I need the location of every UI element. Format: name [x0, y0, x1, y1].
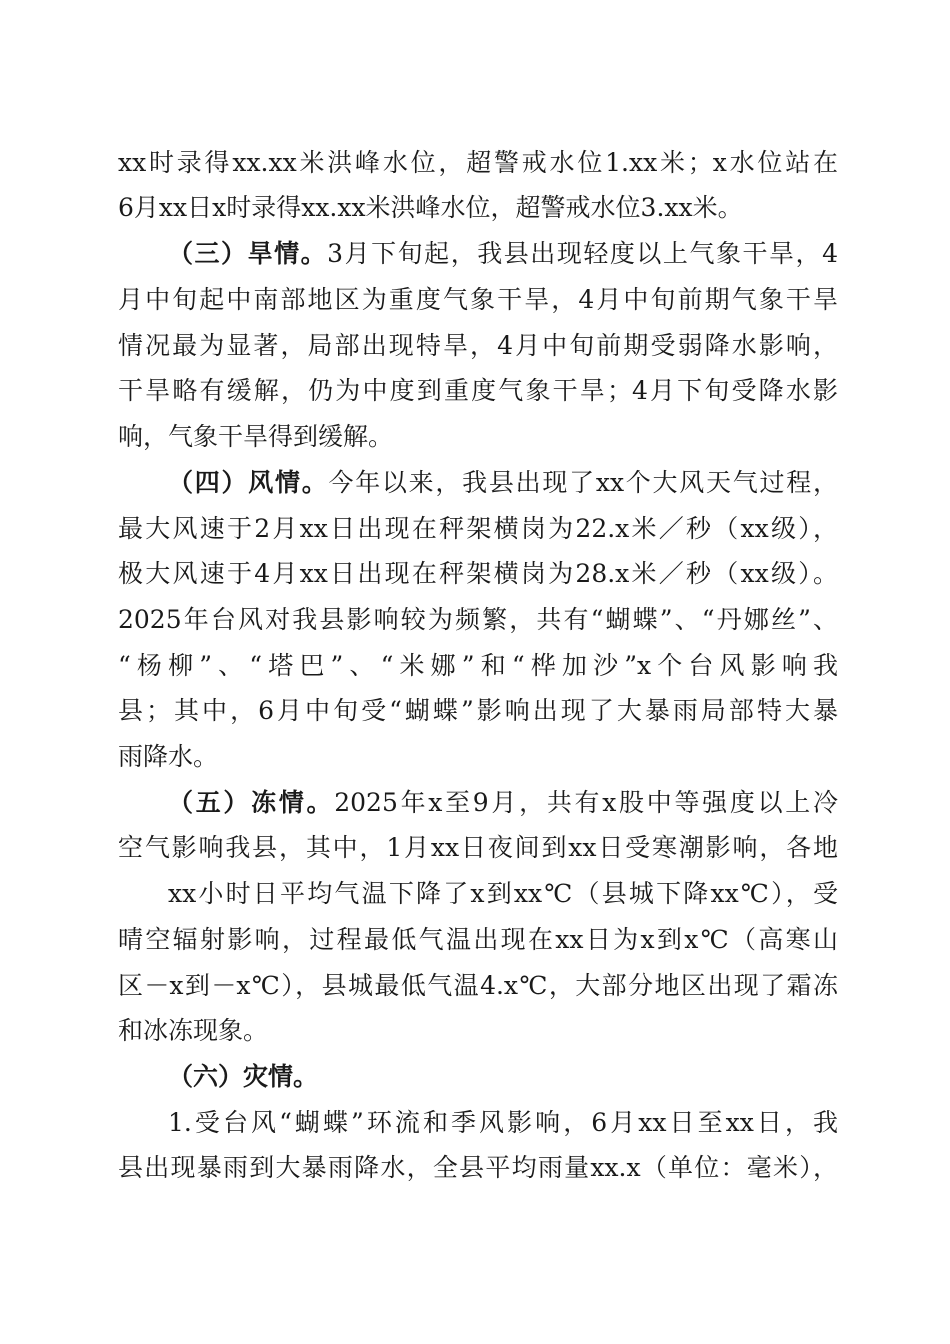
section-heading-drought: （三）旱情。 — [168, 239, 328, 268]
body-line: 最大风速于2月xx日出现在秤架横岗为22.x米／秒（xx级）， — [118, 514, 838, 543]
section-wind — [168, 467, 838, 499]
body-line: 区－x到－x℃），县城最低气温4.x℃，大部分地区出现了霜冻 — [118, 971, 838, 1000]
body-line: xx小时日平均气温下降了x到xx℃（县城下降xx℃），受 — [168, 879, 838, 908]
section-frost — [168, 787, 838, 819]
section-heading-frost: （五）冻情。 — [168, 788, 335, 817]
body-line: 空气影响我县，其中，1月xx日夜间到xx日受寒潮影响，各地 — [118, 833, 838, 862]
section-heading-wind: （四）风情。 — [168, 468, 329, 497]
body-line: 响，气象干旱得到缓解。 — [118, 422, 394, 451]
body-line: 干旱略有缓解，仍为中度到重度气象干旱；4月下旬受降水影 — [118, 376, 838, 405]
body-line: 情况最为显著，局部出现特旱，4月中旬前期受弱降水影响， — [118, 331, 838, 360]
section-heading-disaster — [168, 1061, 838, 1093]
body-line: 雨降水。 — [118, 742, 219, 771]
body-line: 月中旬起中南部地区为重度气象干旱，4月中旬前期气象干旱 — [118, 285, 838, 314]
body-line: 和冰冻现象。 — [118, 1016, 269, 1045]
section-heading-disaster-label: （六）灾情。 — [168, 1062, 319, 1091]
body-text: 3月下旬起，我县出现轻度以上气象干旱， — [327, 239, 823, 268]
body-line: 2025年台风对我县影响较为频繁，共有“蝴蝶”、“丹娜丝”、 — [118, 605, 838, 634]
section-drought — [168, 238, 838, 270]
body-line: 晴空辐射影响，过程最低气温出现在xx日为x到x℃（高寒山 — [118, 925, 838, 954]
body-line: 县；其中，6月中旬受“蝴蝶”影响出现了大暴雨局部特大暴 — [118, 696, 838, 725]
body-line: 极大风速于4月xx日出现在秤架横岗为28.x米／秒（xx级）。 — [118, 559, 838, 588]
body-line: 县出现暴雨到大暴雨降水，全县平均雨量xx.x（单位：毫米）， — [118, 1153, 838, 1182]
body-line: 6月xx日x时录得xx.xx米洪峰水位，超警戒水位3.xx米。 — [118, 193, 743, 222]
body-text: 今年以来，我县出现了xx个大风天气过程， — [328, 468, 838, 497]
body-line: 1.受台风“蝴蝶”环流和季风影响，6月xx日至xx日，我 — [168, 1108, 838, 1137]
body-text: 4 — [822, 239, 838, 268]
body-text: 2025年x至9月，共有x股中等强度以上冷 — [334, 788, 838, 817]
body-line: “杨柳”、“塔巴”、“米娜”和“桦加沙”x个台风影响我 — [118, 651, 838, 680]
body-line: xx时录得xx.xx米洪峰水位，超警戒水位1.xx米；x水位站在 — [118, 148, 838, 177]
